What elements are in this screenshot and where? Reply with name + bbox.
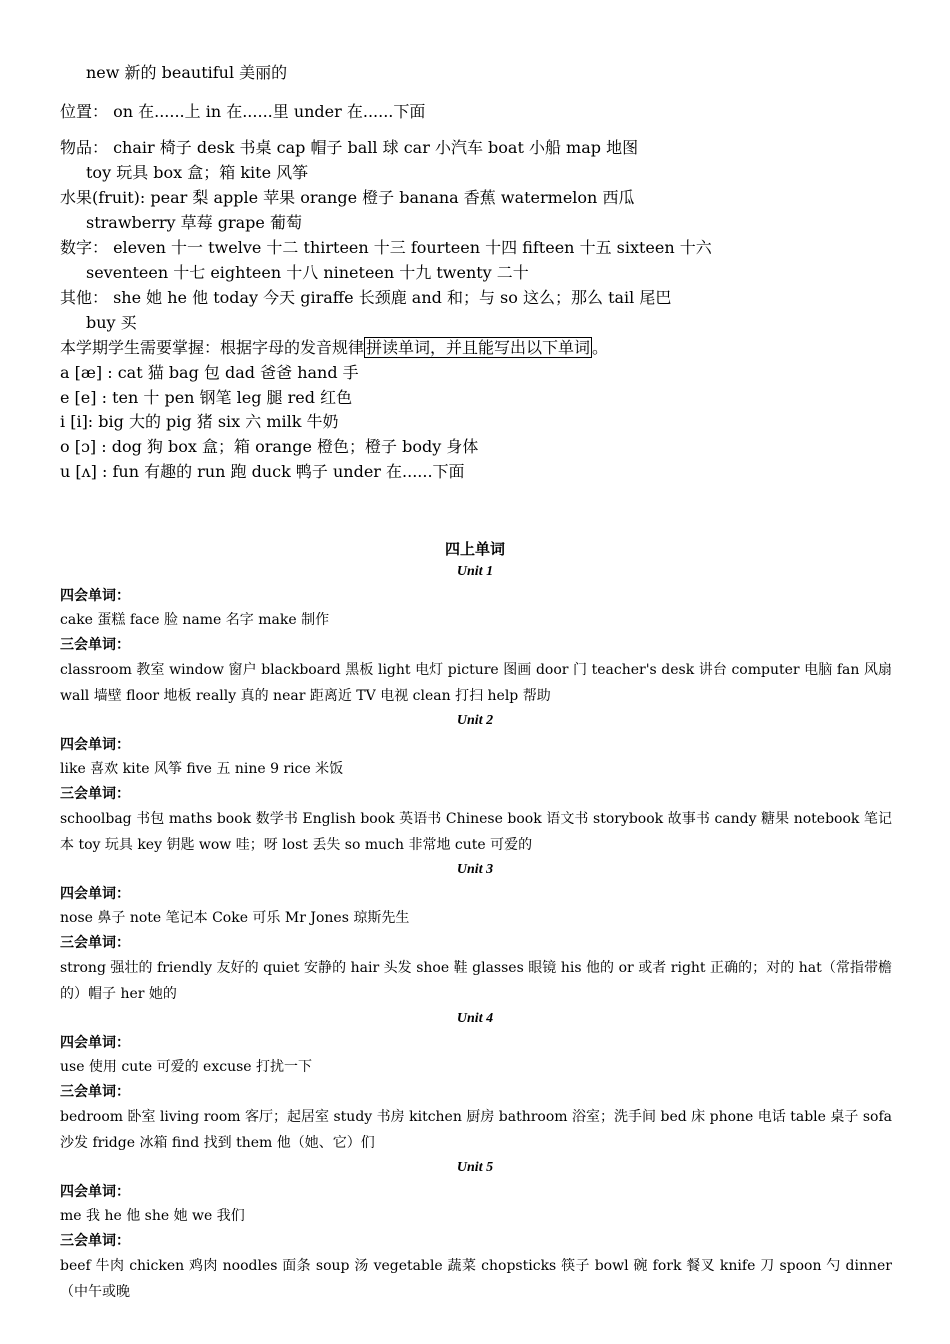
vocab-line-fruit-cont: strawberry 草莓 grape 葡萄 [86,213,302,232]
four-skill-label: 四会单词： [60,1035,130,1051]
unit-title: Unit 1 [456,564,494,579]
vocab-line-new-beautiful: new 新的 beautiful 美丽的 [86,63,288,82]
unit-title: Unit 3 [456,862,494,877]
unit-title: Unit 5 [456,1160,494,1175]
vocab-line-others-cont: buy 买 [86,313,137,332]
four-skill-words: like 喜欢 kite 风筝 five 五 nine 9 rice 米饭 [60,761,344,777]
phonics-e: e [e] : ten 十 pen 钢笔 leg 腿 red 红色 [60,388,353,407]
four-skill-words: nose 鼻子 note 笔记本 Coke 可乐 Mr Jones 琼斯先生 [60,910,410,926]
vocab-line-numbers-cont: seventeen 十七 eighteen 十八 nineteen 十九 twenty 二十 [86,263,529,282]
instruction-end: 。 [592,338,609,357]
four-skill-words: use 使用 cute 可爱的 excuse 打扰一下 [60,1059,313,1075]
unit-title: Unit 4 [456,1011,494,1026]
instruction-line [60,337,608,359]
three-skill-label: 三会单词： [60,1233,130,1249]
four-skill-label: 四会单词： [60,886,130,902]
unit-title: Unit 2 [456,713,494,728]
section-title: 四上单词 [444,540,505,558]
vocab-line-fruit: 水果(fruit): pear 梨 apple 苹果 orange 橙子 banana 香蕉 watermelon 西瓜 [60,188,635,207]
three-skill-words: beef 牛肉 chicken 鸡肉 noodles 面条 soup 汤 vegetable 蔬菜 chopsticks 筷子 bowl 碗 fork 餐叉 knife 刀 spoon 勺 dinner（中午或晚 [60,1258,892,1300]
four-skill-label: 四会单词： [60,1184,130,1200]
three-skill-words: schoolbag 书包 maths book 数学书 English book 英语书 Chinese book 语文书 storybook 故事书 candy 糖果 notebook 笔记本 toy 玩具 key 钥匙 wow 哇；呀 lost 丢失 so much 非常地 cute 可爱的 [60,811,892,853]
phonics-i: i [i]: big 大的 pig 猪 six 六 milk 牛奶 [60,412,339,431]
three-skill-words: bedroom 卧室 living room 客厅；起居室 study 书房 kitchen 厨房 bathroom 浴室；洗手间 bed 床 phone 电话 table 桌子 sofa 沙发 fridge 冰箱 find 找到 them 他（她、它）们 [60,1109,892,1151]
vocab-line-others: 其他： she 她 he 他 today 今天 giraffe 长颈鹿 and 和；与 so 这么；那么 tail 尾巴 [60,288,672,307]
four-skill-label: 四会单词： [60,737,130,753]
vocab-line-items-cont: toy 玩具 box 盒；箱 kite 风筝 [86,163,309,182]
vocab-line-items: 物品： chair 椅子 desk 书桌 cap 帽子 ball 球 car 小汽车 boat 小船 map 地图 [60,138,639,157]
three-skill-label: 三会单词： [60,935,130,951]
three-skill-words: strong 强壮的 friendly 友好的 quiet 安静的 hair 头发 shoe 鞋 glasses 眼镜 his 他的 or 或者 right 正确的；对的 hat（常指带檐的）帽子 her 她的 [60,960,892,1002]
vocab-line-position: 位置： on 在......上 in 在......里 under 在......下面 [60,102,426,121]
vocab-line-numbers: 数字： eleven 十一 twelve 十二 thirteen 十三 fourteen 十四 fifteen 十五 sixteen 十六 [60,238,712,257]
phonics-o: o [ɔ] : dog 狗 box 盒；箱 orange 橙色；橙子 body 身体 [60,437,479,456]
three-skill-label: 三会单词： [60,1084,130,1100]
four-skill-words: me 我 he 他 she 她 we 我们 [60,1208,245,1224]
four-skill-words: cake 蛋糕 face 脸 name 名字 make 制作 [60,612,330,628]
phonics-u: u [ʌ] : fun 有趣的 run 跑 duck 鸭子 under 在......下面 [60,462,465,481]
instruction-text: 本学期学生需要掌握：根据字母的发音规律 [60,338,365,357]
three-skill-label: 三会单词： [60,786,130,802]
three-skill-label: 三会单词： [60,637,130,653]
four-skill-label: 四会单词： [60,588,130,604]
phonics-a: a [æ] : cat 猫 bag 包 dad 爸爸 hand 手 [60,363,359,382]
instruction-boxed-text: 拼读单词，并且能写出以下单词 [366,338,591,357]
three-skill-words: classroom 教室 window 窗户 blackboard 黑板 light 电灯 picture 图画 door 门 teacher's desk 讲台 computer 电脑 fan 风扇 wall 墙壁 floor 地板 really 真的 near 距离近 TV 电视 clean 打扫 help 帮助 [60,662,892,704]
